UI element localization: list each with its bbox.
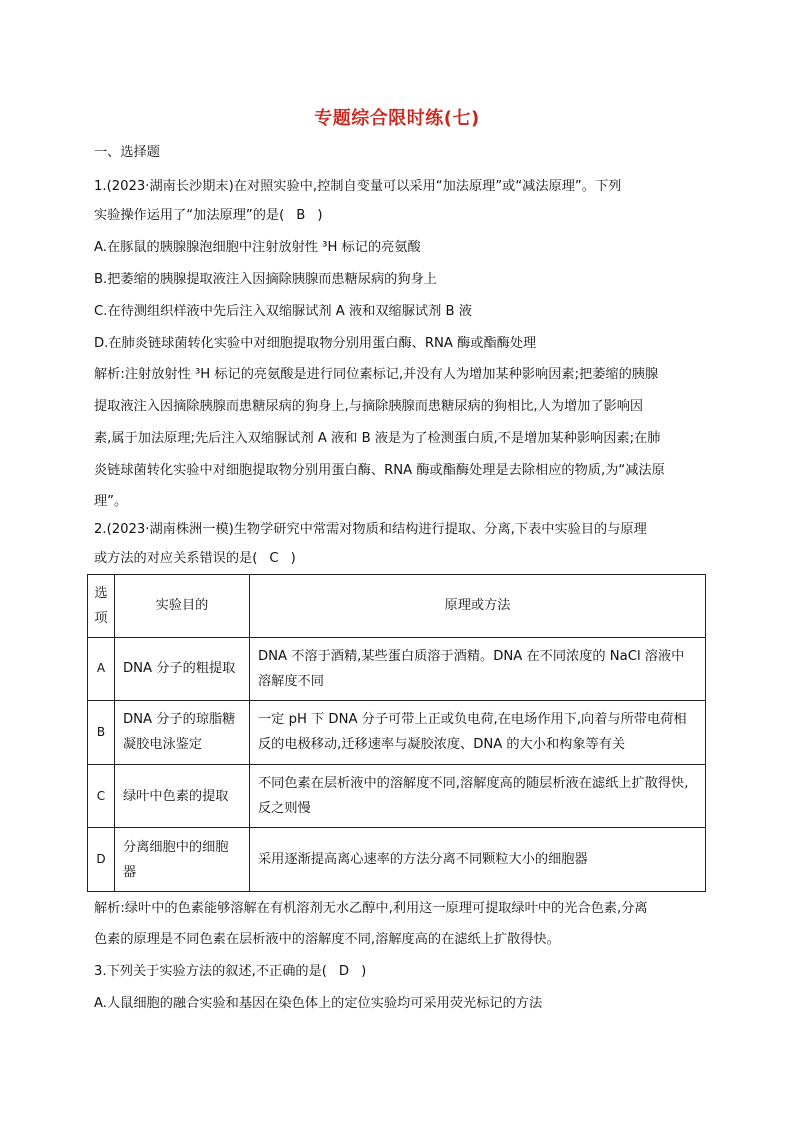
q1-option-d: D.在肺炎链球菌转化实验中对细胞提取物分别用蛋白酶、RNA 酶或酯酶处理 — [94, 336, 537, 351]
q1-stem-suffix: ) — [317, 208, 323, 223]
q1-analysis-line: 理”。 — [94, 494, 128, 509]
q2-table — [87, 574, 706, 892]
q1-analysis-line: 炎链球菌转化实验中对细胞提取物分别用蛋白酶、RNA 酶或酯酶处理是去除相应的物质,为“减法原 — [94, 463, 665, 478]
q3-option-a: A.人鼠细胞的融合实验和基因在染色体上的定位实验均可采用荧光标记的方法 — [94, 996, 543, 1011]
q1-stem-prefix: 实验操作运用了“加法原理”的是( — [94, 208, 285, 223]
q2-answer: C — [269, 551, 279, 566]
table-row — [88, 764, 706, 828]
q3-stem — [94, 963, 366, 981]
table-row — [88, 701, 706, 765]
q1-analysis-line: 提取液注入因摘除胰腺而患糖尿病的狗身上,与摘除胰腺而患糖尿病的狗相比,人为增加了影响因 — [94, 399, 644, 414]
row-option: B — [88, 701, 115, 765]
row-purpose: DNA 分子的粗提取 — [115, 637, 250, 701]
q1-stem-line-2 — [94, 207, 322, 225]
q2-stem-line-1: 2.(2023·湖南株洲一模)生物学研究中常需对物质和结构进行提取、分离,下表中实验目的与原理 — [94, 522, 647, 537]
q3-answer: D — [338, 964, 350, 979]
row-purpose: DNA 分子的琼脂糖凝胶电泳鉴定 — [115, 701, 250, 765]
row-purpose: 绿叶中色素的提取 — [115, 764, 250, 828]
row-method: 一定 pH 下 DNA 分子可带上正或负电荷,在电场作用下,向着与所带电荷相反的电极移动,迁移速率与凝胶浓度、DNA 的大小和构象等有关 — [250, 701, 706, 765]
header-purpose: 实验目的 — [115, 575, 250, 638]
section-heading: 一、选择题 — [94, 145, 160, 160]
q2-analysis-line: 解析:绿叶中的色素能够溶解在有机溶剂无水乙醇中,利用这一原理可提取绿叶中的光合色素,分离 — [94, 901, 648, 916]
q1-analysis-line: 解析:注射放射性 ³H 标记的亮氨酸是进行同位素标记,并没有人为增加某种影响因素;把萎缩的胰腺 — [94, 367, 659, 382]
row-method: DNA 不溶于酒精,某些蛋白质溶于酒精。DNA 在不同浓度的 NaCl 溶液中溶解度不同 — [250, 637, 706, 701]
q3-stem-suffix: ) — [361, 964, 367, 979]
q1-option-a: A.在豚鼠的胰腺腺泡细胞中注射放射性 ³H 标记的亮氨酸 — [94, 240, 421, 255]
header-method: 原理或方法 — [250, 575, 706, 638]
table-row — [88, 828, 706, 892]
row-method: 不同色素在层析液中的溶解度不同,溶解度高的随层析液在滤纸上扩散得快,反之则慢 — [250, 764, 706, 828]
row-option: D — [88, 828, 115, 892]
q1-option-c: C.在待测组织样液中先后注入双缩脲试剂 A 液和双缩脲试剂 B 液 — [94, 304, 472, 319]
row-purpose: 分离细胞中的细胞器 — [115, 828, 250, 892]
q3-stem-prefix: 3.下列关于实验方法的叙述,不正确的是( — [94, 964, 327, 979]
row-method: 采用逐渐提高离心速率的方法分离不同颗粒大小的细胞器 — [250, 828, 706, 892]
q1-option-b: B.把萎缩的胰腺提取液注入因摘除胰腺而患糖尿病的狗身上 — [94, 272, 437, 287]
q2-stem-line-2 — [94, 550, 296, 568]
page-title: 专题综合限时练(七) — [314, 108, 480, 129]
q2-stem-prefix: 或方法的对应关系错误的是( — [94, 551, 258, 566]
header-option: 选项 — [88, 575, 115, 638]
table-row — [88, 637, 706, 701]
row-option: A — [88, 637, 115, 701]
q1-stem-line-1: 1.(2023·湖南长沙期末)在对照实验中,控制自变量可以采用“加法原理”或“减法原理”。下列 — [94, 179, 622, 194]
q2-analysis-line: 色素的原理是不同色素在层析液中的溶解度不同,溶解度高的在滤纸上扩散得快。 — [94, 932, 560, 947]
q1-analysis-line: 素,属于加法原理;先后注入双缩脲试剂 A 液和 B 液是为了检测蛋白质,不是增加某种影响因素;在肺 — [94, 431, 661, 446]
table-header-row — [88, 575, 706, 638]
row-option: C — [88, 764, 115, 828]
q2-stem-suffix: ) — [290, 551, 296, 566]
q1-answer: B — [296, 208, 306, 223]
